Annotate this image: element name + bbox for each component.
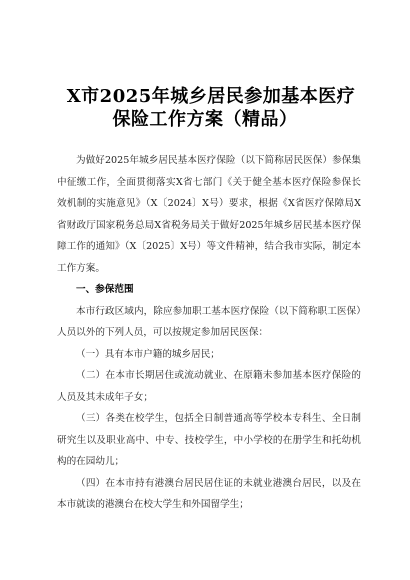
document-body: [57, 150, 361, 516]
list-item: （一）具有本市户籍的城乡居民；: [76, 348, 220, 360]
section-intro-paragraph: 本市行政区域内，除应参加职工基本医疗保险（以下简称职工医保）人员以外的下列人员，可以按规定参加居民医保：: [57, 305, 361, 338]
list-item: （三）各类在校学生，包括全日制普通高等学校本专科生、全日制研究生以及职业高中、中专、技校学生，中小学校的在册学生和托幼机构的在园幼儿；: [57, 413, 361, 467]
document-title-line2: 保险工作方案（精品）: [112, 109, 298, 130]
intro-paragraph: 为做好2025年城乡居民基本医疗保险（以下简称居民医保）参保集中征缴工作，全面贯彻落实X省七部门《关于健全基本医疗保险参保长效机制的实施意见》（X〔2024〕X号）要求，根据《X省医疗保障局X省财政厅国家税务总局X省税务局关于做好2025年城乡居民基本医疗保障工作的通知》（X〔2025〕X号）等文件精神，结合我市实际，制定本工作方案。: [57, 155, 361, 274]
document-title-line1: X市2025年城乡居民参加基本医疗: [66, 86, 356, 107]
list-item: （四）在本市持有港澳台居民居住证的未就业港澳台居民，以及在本市就读的港澳台在校大学生和外国留学生；: [57, 477, 361, 510]
list-item: （二）在本市长期居住或流动就业、在原籍未参加基本医疗保险的人员及其未成年子女；: [57, 370, 361, 403]
section-heading: 一、参保范围: [76, 284, 134, 295]
